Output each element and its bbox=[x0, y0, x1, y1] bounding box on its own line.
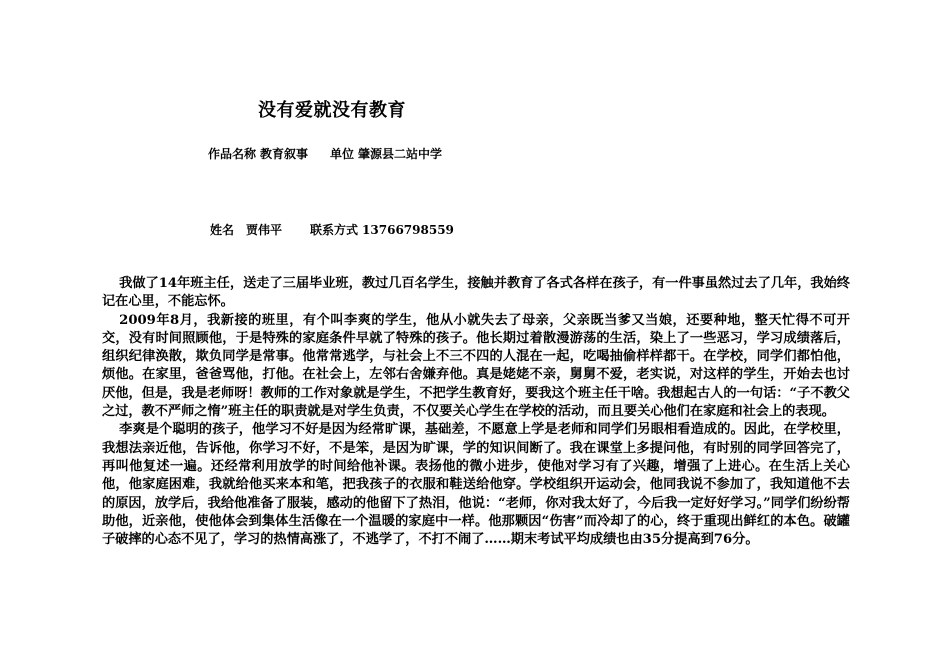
contact-value: 13766798559 bbox=[362, 223, 454, 237]
document-body bbox=[102, 275, 850, 549]
body-paragraph: 我做了14年班主任，送走了三届毕业班，教过几百名学生，接触并教育了各式各样在孩子，有一件事虽然过去了几年，我始终记在心里，不能忘怀。 bbox=[102, 276, 850, 310]
body-paragraph: 李爽是个聪明的孩子，他学习不好是因为经常旷课，基础差，不愿意上学是老师和同学们另眼相看造成的。因此，在学校里，我想法亲近他，告诉他，你学习不好，不是笨，是因为旷课，学的知识间断了。我在课堂上多提问他，有时别的同学回答完了，再叫他复述一遍。还经常利用放学的时间给他补课。表扬他的微小进步，使他对学习有了兴趣，增强了上进心。在生活上关心他，他家庭困难，我就给他买来本和笔，把我孩子的衣服和鞋送给他穿。学校组织开运动会，他同我说不参加了，我知道他不去的原因，放学后，我给他准备了服装，感动的他留下了热泪，他说：“老师，你对我太好了，今后我一定好好学习。”同学们纷纷帮助他，近亲他，使他体会到集体生活像在一个温暖的家庭中一样。他那颗因“伤害”而冷却了的心，终于重现出鲜红的本色。破罐子破摔的心态不见了，学习的热情高涨了，不逃学了，不打不闹了……期末考试平均成绩也由35分提高到76分。 bbox=[102, 422, 850, 548]
unit-value: 肇源县二站中学 bbox=[358, 147, 443, 161]
author-info-line bbox=[210, 221, 454, 238]
body-paragraph: 2009年8月，我新接的班里，有个叫李爽的学生，他从小就失去了母亲，父亲既当爹又当娘，还要种地，整天忙得不可开交，没有时间照顾他，于是特殊的家庭条件早就了特殊的孩子。他长期过着散漫游荡的生活，染上了一些恶习，学习成绩落后，组织纪律涣散，欺负同学是常事。他常常逃学，与社会上不三不四的人混在一起，吃喝抽偷样样都干。在学校，同学们都怕他，烦他。在家里，爸爸骂他，打他。在社会上，左邻右舍嫌弃他。真是姥姥不亲，舅舅不爱，老实说，对这样的学生，开始去也讨厌他，但是，我是老师呀！教师的工作对象就是学生，不把学生教育好，要我这个班主任干啥。我想起古人的一句话：“子不教父之过，教不严师之惰”班主任的职责就是对学生负责，不仅要关心学生在学校的活动，而且要关心他们在家庭和社会上的表现。 bbox=[102, 312, 850, 420]
work-info-line bbox=[208, 145, 442, 162]
name-value: 贾伟平 bbox=[246, 223, 283, 237]
document-title: 没有爱就没有教育 bbox=[258, 100, 406, 121]
contact-label: 联系方式 bbox=[310, 223, 359, 237]
unit-label: 单位 bbox=[330, 147, 355, 161]
name-label: 姓名 bbox=[210, 223, 235, 237]
work-name-label: 作品名称 bbox=[208, 147, 257, 161]
work-name-value: 教育叙事 bbox=[260, 147, 309, 161]
